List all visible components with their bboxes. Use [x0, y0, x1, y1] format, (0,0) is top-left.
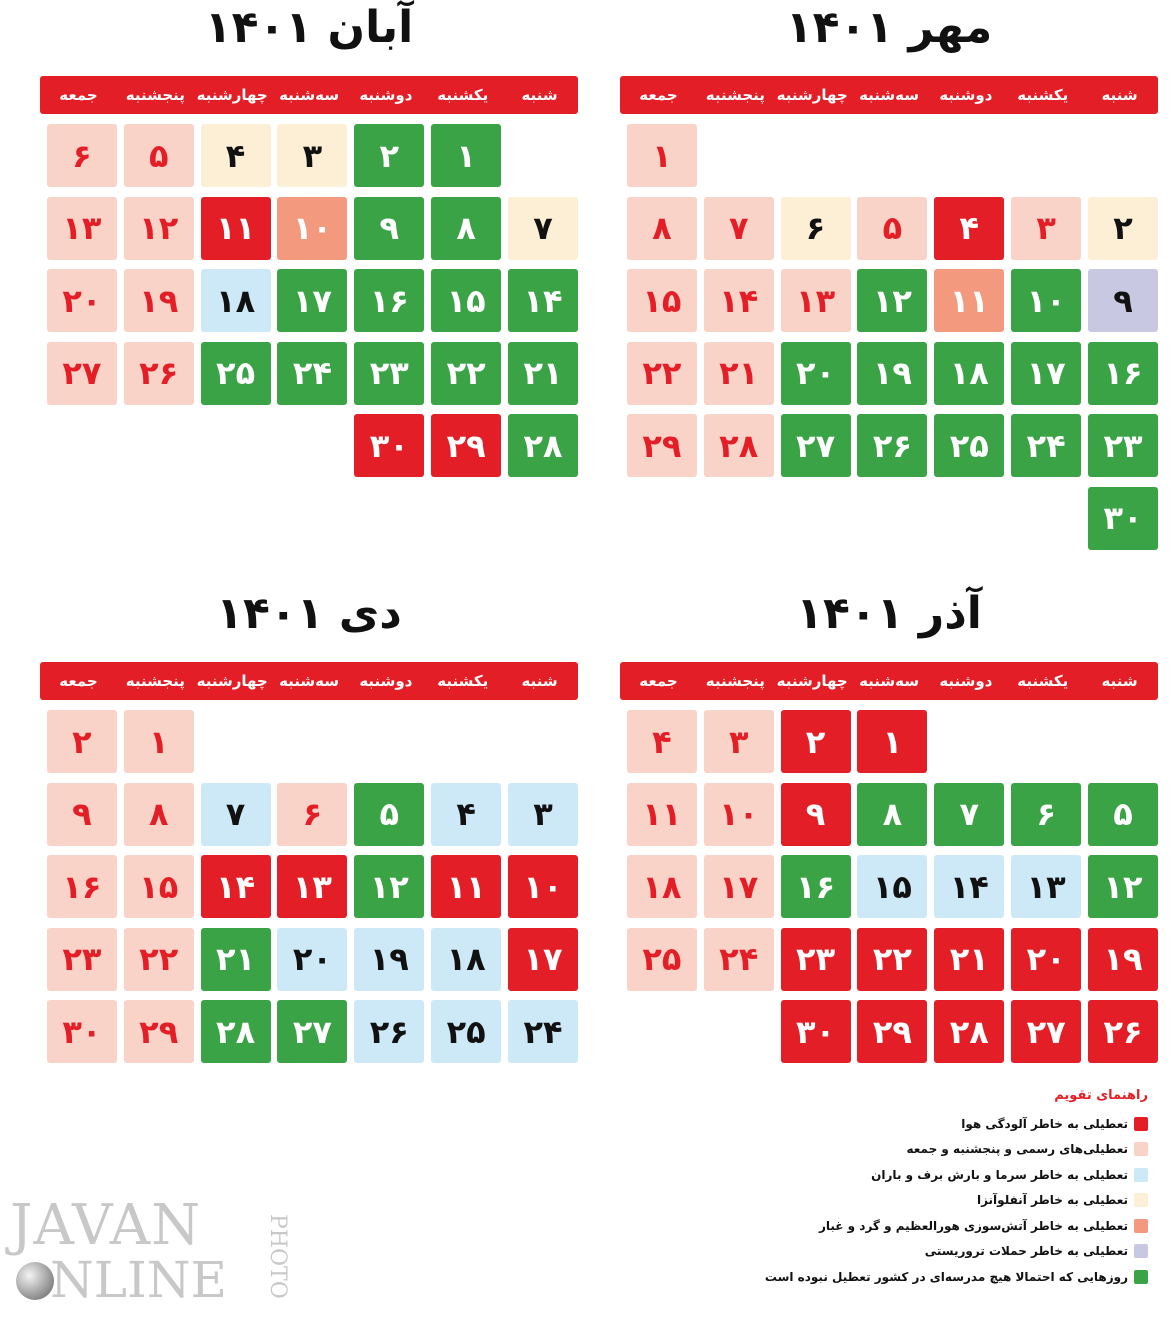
day-cell: ۲۲ [857, 928, 927, 991]
legend-swatch [1134, 1168, 1148, 1182]
day-cell: ۲۷ [47, 342, 117, 405]
day-cell: ۲۲ [627, 342, 697, 405]
legend-title: راهنمای تقویم [1054, 1088, 1148, 1103]
day-cell: ۱۸ [934, 342, 1004, 405]
day-cell: ۳۰ [781, 1000, 851, 1063]
weekday-label: شنبه [1101, 672, 1138, 690]
day-cell: ۷ [934, 783, 1004, 846]
day-cell: ۲۵ [934, 414, 1004, 477]
day-cell: ۱۳ [781, 269, 851, 332]
day-cell: ۲۱ [934, 928, 1004, 991]
day-cell: ۹ [1088, 269, 1158, 332]
day-cell: ۲۶ [124, 342, 194, 405]
day-cell: ۱۹ [354, 928, 424, 991]
weekday-label: جمعه [59, 672, 98, 690]
day-cell: ۱۶ [1088, 342, 1158, 405]
weekday-label: یکشنبه [1017, 86, 1069, 104]
month-title: دی ۱۴۰۱ [216, 588, 402, 639]
day-cell: ۱۳ [277, 855, 347, 918]
day-cell: ۱۹ [124, 269, 194, 332]
weekday-header [40, 76, 578, 114]
day-cell: ۲۷ [781, 414, 851, 477]
day-cell: ۱۸ [431, 928, 501, 991]
day-cell: ۱۶ [354, 269, 424, 332]
day-cell: ۲۶ [857, 414, 927, 477]
day-cell: ۲۵ [431, 1000, 501, 1063]
legend-item [688, 1239, 1148, 1265]
day-cell: ۱ [857, 710, 927, 773]
day-cell: ۷ [704, 197, 774, 260]
day-cell: ۱۶ [781, 855, 851, 918]
weekday-label: یکشنبه [1017, 672, 1069, 690]
day-cell: ۲۸ [201, 1000, 271, 1063]
watermark-side: PHOTO [265, 1213, 290, 1299]
watermark-line1: JAVAN [10, 1193, 202, 1258]
day-cell: ۲۳ [354, 342, 424, 405]
day-cell: ۱۱ [627, 783, 697, 846]
day-cell: ۲۲ [124, 928, 194, 991]
day-cell: ۲۱ [201, 928, 271, 991]
legend-label: تعطیلی‌های رسمی و پنجشنبه و جمعه [906, 1142, 1128, 1157]
legend-label: تعطیلی به خاطر آلودگی هوا [961, 1116, 1128, 1131]
day-cell: ۲ [47, 710, 117, 773]
day-cell: ۳۰ [47, 1000, 117, 1063]
day-cell: ۲۴ [508, 1000, 578, 1063]
day-cell: ۲ [781, 710, 851, 773]
day-cell: ۱۳ [47, 197, 117, 260]
day-cell: ۱۰ [1011, 269, 1081, 332]
day-cell: ۲۳ [47, 928, 117, 991]
weekday-label: چهارشنبه [196, 672, 268, 690]
legend-swatch [1134, 1244, 1148, 1258]
legend-item [688, 1213, 1148, 1239]
watermark-line2: NLINE [50, 1251, 227, 1309]
weekday-label: سه‌شنبه [279, 672, 340, 690]
weekday-label: جمعه [639, 86, 678, 104]
day-cell: ۱ [124, 710, 194, 773]
weekday-label: چهارشنبه [776, 86, 848, 104]
day-cell: ۱۴ [201, 855, 271, 918]
day-cell: ۱۶ [47, 855, 117, 918]
month-title: آبان ۱۴۰۱ [204, 2, 414, 53]
weekday-label: یکشنبه [437, 86, 489, 104]
day-cell: ۲۹ [124, 1000, 194, 1063]
day-cell: ۲۰ [277, 928, 347, 991]
day-cell: ۲۰ [47, 269, 117, 332]
day-cell: ۱۳ [1011, 855, 1081, 918]
day-cell: ۱۸ [201, 269, 271, 332]
weekday-label: سه‌شنبه [279, 86, 340, 104]
weekday-label: چهارشنبه [196, 86, 268, 104]
day-cell: ۱ [627, 124, 697, 187]
day-cell: ۲۹ [627, 414, 697, 477]
day-cell: ۱۴ [704, 269, 774, 332]
weekday-header [40, 662, 578, 700]
legend-label: تعطیلی به خاطر سرما و بارش برف و باران [871, 1167, 1128, 1182]
day-cell: ۶ [781, 197, 851, 260]
day-cell: ۱۷ [1011, 342, 1081, 405]
day-cell: ۲۴ [277, 342, 347, 405]
legend-item [688, 1137, 1148, 1163]
day-cell: ۲۵ [627, 928, 697, 991]
weekday-label: چهارشنبه [776, 672, 848, 690]
day-cell: ۱۷ [704, 855, 774, 918]
day-cell: ۱۹ [1088, 928, 1158, 991]
globe-icon [16, 1262, 54, 1300]
day-cell: ۳ [1011, 197, 1081, 260]
weekday-label: جمعه [639, 672, 678, 690]
day-cell: ۳ [704, 710, 774, 773]
legend-label: روزهایی که احتمالا هیچ مدرسه‌ای در کشور تعطیل نبوده است [764, 1269, 1128, 1284]
day-cell: ۱۹ [857, 342, 927, 405]
day-cell: ۵ [124, 124, 194, 187]
weekday-label: شنبه [521, 86, 558, 104]
day-cell: ۱۱ [934, 269, 1004, 332]
day-cell: ۹ [47, 783, 117, 846]
legend-list [688, 1111, 1148, 1290]
weekday-label: دوشنبه [939, 86, 993, 104]
day-cell: ۸ [124, 783, 194, 846]
day-cell: ۲۶ [1088, 1000, 1158, 1063]
day-cell: ۱۲ [354, 855, 424, 918]
legend-item [688, 1188, 1148, 1214]
day-cell: ۲۱ [508, 342, 578, 405]
day-cell: ۱۸ [627, 855, 697, 918]
day-cell: ۲۸ [934, 1000, 1004, 1063]
weekday-label: سه‌شنبه [859, 672, 920, 690]
day-cell: ۲۷ [277, 1000, 347, 1063]
day-cell: ۴ [431, 783, 501, 846]
day-cell: ۶ [277, 783, 347, 846]
legend-label: تعطیلی به خاطر آتش‌سوزی هورالعظیم و گرد و غبار [818, 1218, 1128, 1233]
day-cell: ۲۷ [1011, 1000, 1081, 1063]
legend-item [688, 1264, 1148, 1290]
day-cell: ۲ [1088, 197, 1158, 260]
day-cell: ۲۲ [431, 342, 501, 405]
weekday-label: شنبه [521, 672, 558, 690]
day-cell: ۱۲ [124, 197, 194, 260]
day-cell: ۵ [1088, 783, 1158, 846]
weekday-label: شنبه [1101, 86, 1138, 104]
day-cell: ۹ [354, 197, 424, 260]
day-cell: ۲۹ [431, 414, 501, 477]
legend-swatch [1134, 1117, 1148, 1131]
legend-swatch [1134, 1193, 1148, 1207]
day-cell: ۲۴ [1011, 414, 1081, 477]
weekday-label: پنجشنبه [125, 672, 185, 690]
day-cell: ۱۷ [277, 269, 347, 332]
weekday-label: یکشنبه [437, 672, 489, 690]
day-cell: ۴ [201, 124, 271, 187]
day-cell: ۱۵ [431, 269, 501, 332]
day-cell: ۲۱ [704, 342, 774, 405]
day-cell: ۱۱ [431, 855, 501, 918]
weekday-label: دوشنبه [359, 86, 413, 104]
legend-swatch [1134, 1270, 1148, 1284]
weekday-header [620, 76, 1158, 114]
day-cell: ۵ [354, 783, 424, 846]
month-title: آذر ۱۴۰۱ [796, 588, 982, 639]
day-cell: ۶ [1011, 783, 1081, 846]
day-cell: ۴ [934, 197, 1004, 260]
day-cell: ۲۴ [704, 928, 774, 991]
day-cell: ۱۲ [1088, 855, 1158, 918]
day-cell: ۳۰ [1088, 487, 1158, 550]
month-title: مهر ۱۴۰۱ [785, 2, 993, 53]
day-cell: ۹ [781, 783, 851, 846]
day-cell: ۵ [857, 197, 927, 260]
weekday-label: دوشنبه [359, 672, 413, 690]
calendar-legend [688, 1088, 1148, 1290]
day-cell: ۲۸ [508, 414, 578, 477]
day-cell: ۲۰ [1011, 928, 1081, 991]
day-cell: ۱۴ [934, 855, 1004, 918]
day-cell: ۶ [47, 124, 117, 187]
legend-item [688, 1162, 1148, 1188]
day-cell: ۲۰ [781, 342, 851, 405]
day-cell: ۱۱ [201, 197, 271, 260]
day-cell: ۱۰ [508, 855, 578, 918]
day-cell: ۲۶ [354, 1000, 424, 1063]
day-cell: ۲۹ [857, 1000, 927, 1063]
day-cell: ۱ [431, 124, 501, 187]
legend-label: تعطیلی به خاطر حملات تروریستی [924, 1244, 1128, 1259]
day-cell: ۳۰ [354, 414, 424, 477]
day-cell: ۲۳ [1088, 414, 1158, 477]
legend-label: تعطیلی به خاطر آنفلوآنزا [976, 1193, 1128, 1208]
day-cell: ۷ [201, 783, 271, 846]
weekday-label: دوشنبه [939, 672, 993, 690]
weekday-label: پنجشنبه [705, 672, 765, 690]
weekday-label: سه‌شنبه [859, 86, 920, 104]
day-cell: ۸ [431, 197, 501, 260]
weekday-header [620, 662, 1158, 700]
legend-swatch [1134, 1142, 1148, 1156]
weekday-label: جمعه [59, 86, 98, 104]
day-cell: ۸ [627, 197, 697, 260]
day-cell: ۲۳ [781, 928, 851, 991]
weekday-label: پنجشنبه [705, 86, 765, 104]
day-cell: ۳ [508, 783, 578, 846]
day-cell: ۴ [627, 710, 697, 773]
day-cell: ۷ [508, 197, 578, 260]
watermark-logo [10, 1193, 300, 1316]
day-cell: ۲ [354, 124, 424, 187]
day-cell: ۱۵ [857, 855, 927, 918]
day-cell: ۸ [857, 783, 927, 846]
legend-swatch [1134, 1219, 1148, 1233]
day-cell: ۱۰ [704, 783, 774, 846]
day-cell: ۱۰ [277, 197, 347, 260]
day-cell: ۱۴ [508, 269, 578, 332]
day-cell: ۱۵ [124, 855, 194, 918]
legend-item [688, 1111, 1148, 1137]
weekday-label: پنجشنبه [125, 86, 185, 104]
day-cell: ۲۸ [704, 414, 774, 477]
day-cell: ۱۵ [627, 269, 697, 332]
day-cell: ۱۷ [508, 928, 578, 991]
day-cell: ۲۵ [201, 342, 271, 405]
day-cell: ۳ [277, 124, 347, 187]
day-cell: ۱۲ [857, 269, 927, 332]
